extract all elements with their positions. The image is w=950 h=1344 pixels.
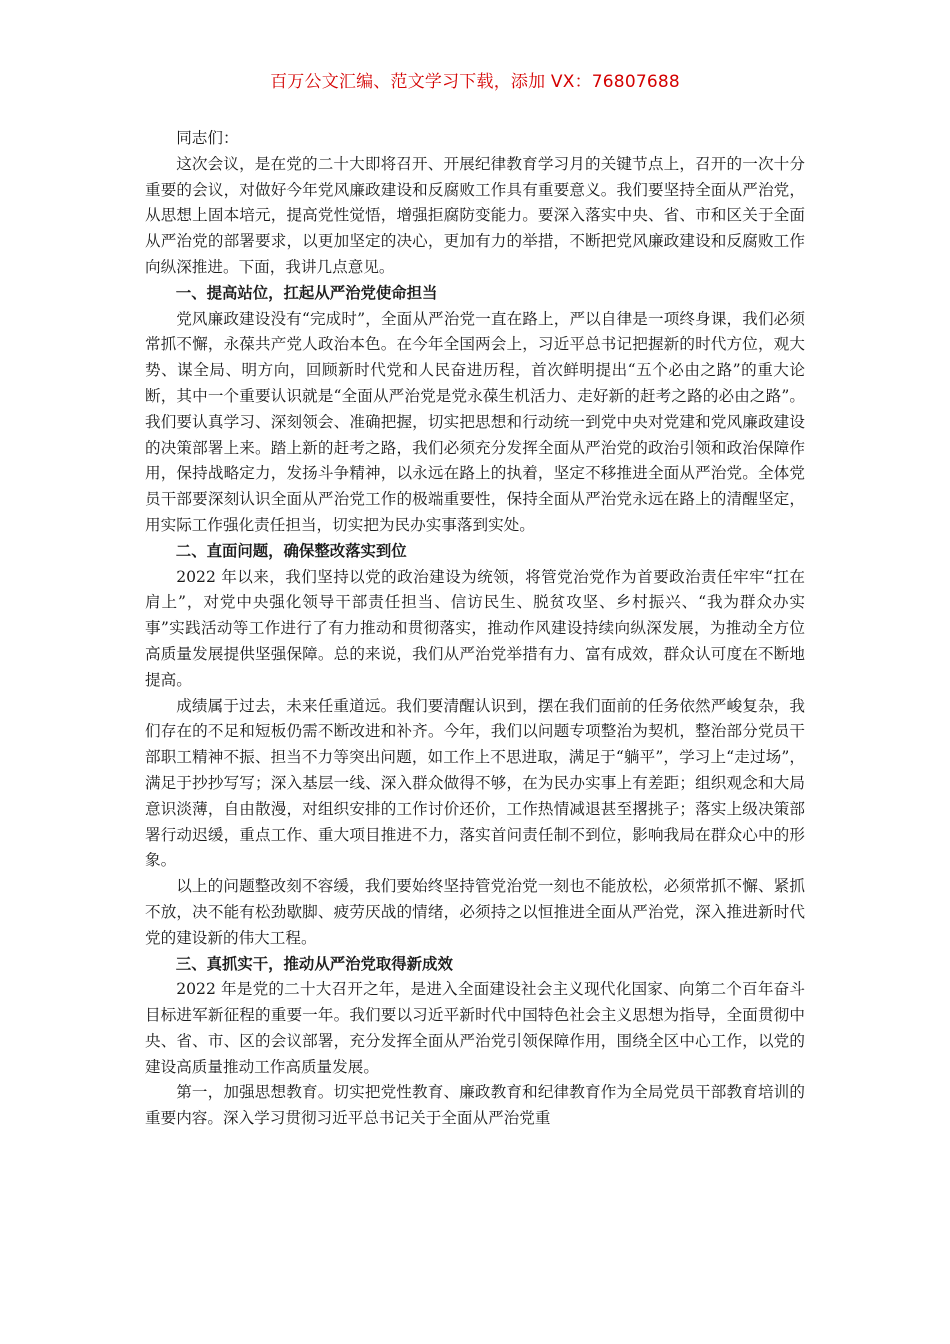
paragraph-intro: 这次会议，是在党的二十大即将召开、开展纪律教育学习月的关键节点上，召开的一次十分重要的会议，对做好今年党风廉政建设和反腐败工作具有重要意义。我们要坚持全面从严治党，从思想上固本培元，提高党性觉悟，增强拒腐防变能力。要深入落实中央、省、市和区关于全面从严治党的部署要求，以更加坚定的决心，更加有力的举措，不断把党风廉政建设和反腐败工作向纵深推进。下面，我讲几点意见。 — [145, 154, 805, 276]
section-heading-3: 三、真抓实干，推动从严治党取得新成效 — [175, 954, 453, 973]
document-body — [145, 126, 805, 1132]
greeting: 同志们： — [176, 129, 239, 147]
paragraph: 2022 年是党的二十大召开之年，是进入全面建设社会主义现代化国家、向第二个百年奋斗目标进军新征程的重要一年。我们要以习近平新时代中国特色社会主义思想为指导，全面贯彻中央、省、市、区的会议部署，充分发挥全面从严治党引领保障作用，围绕全区中心工作，以党的建设高质量推动工作高质量发展。 — [145, 980, 805, 1076]
section-heading-2: 二、直面问题，确保整改落实到位 — [175, 541, 407, 560]
paragraph: 第一，加强思想教育。切实把党性教育、廉政教育和纪律教育作为全局党员干部教育培训的重要内容。深入学习贯彻习近平总书记关于全面从严治党重 — [145, 1083, 805, 1128]
section-heading-1: 一、提高站位，扛起从严治党使命担当 — [175, 283, 438, 302]
paragraph: 2022 年以来，我们坚持以党的政治建设为统领，将管党治党作为首要政治责任牢牢“扛在肩上”，对党中央强化领导干部责任担当、信访民生、脱贫攻坚、乡村振兴、“我为群众办实事”实践活动等工作进行了有力推动和贯彻落实，推动作风建设持续向纵深发展，为推动全方位高质量发展提供坚强保障。总的来说，我们从严治党举措有力、富有成效，群众认可度在不断地提高。 — [145, 567, 805, 689]
paragraph: 党风廉政建设没有“完成时”，全面从严治党一直在路上，严以自律是一项终身课，我们必须常抓不懈，永葆共产党人政治本色。在今年全国两会上，习近平总书记把握新的时代方位，观大势、谋全局、明方向，回顾新时代党和人民奋进历程，首次鲜明提出“五个必由之路”的重大论断，其中一个重要认识就是“全面从严治党是党永葆生机活力、走好新的赶考之路的必由之路”。我们要认真学习、深刻领会、准确把握，切实把思想和行动统一到党中央对党建和党风廉政建设的决策部署上来。踏上新的赶考之路，我们必须充分发挥全面从严治党的政治引领和政治保障作用，保持战略定力，发扬斗争精神，以永远在路上的执着，坚定不移推进全面从严治党。全体党员干部要深刻认识全面从严治党工作的极端重要性，保持全面从严治党永远在路上的清醒坚定，用实际工作强化责任担当，切实把为民办实事落到实处。 — [145, 309, 805, 534]
paragraph: 以上的问题整改刻不容缓，我们要始终坚持管党治党一刻也不能放松，必须常抓不懈、紧抓不放，决不能有松劲歇脚、疲劳厌战的情绪，必须持之以恒推进全面从严治党，深入推进新时代党的建设新的伟大工程。 — [145, 877, 805, 947]
paragraph: 成绩属于过去，未来任重道远。我们要清醒认识到，摆在我们面前的任务依然严峻复杂，我们存在的不足和短板仍需不断改进和补齐。今年，我们以问题专项整治为契机，整治部分党员干部职工精神不振、担当不力等突出问题，如工作上不思进取，满足于“躺平”，学习上“走过场”，满足于抄抄写写；深入基层一线、深入群众做得不够，在为民办实事上有差距；组织观念和大局意识淡薄，自由散漫，对组织安排的工作讨价还价，工作热情减退甚至撂挑子；落实上级决策部署行动迟缓，重点工作、重大项目推进不力，落实首问责任制不到位，影响我局在群众心中的形象。 — [145, 696, 805, 870]
watermark-header: 百万公文汇编、范文学习下载，添加 VX：76807688 — [270, 72, 680, 92]
